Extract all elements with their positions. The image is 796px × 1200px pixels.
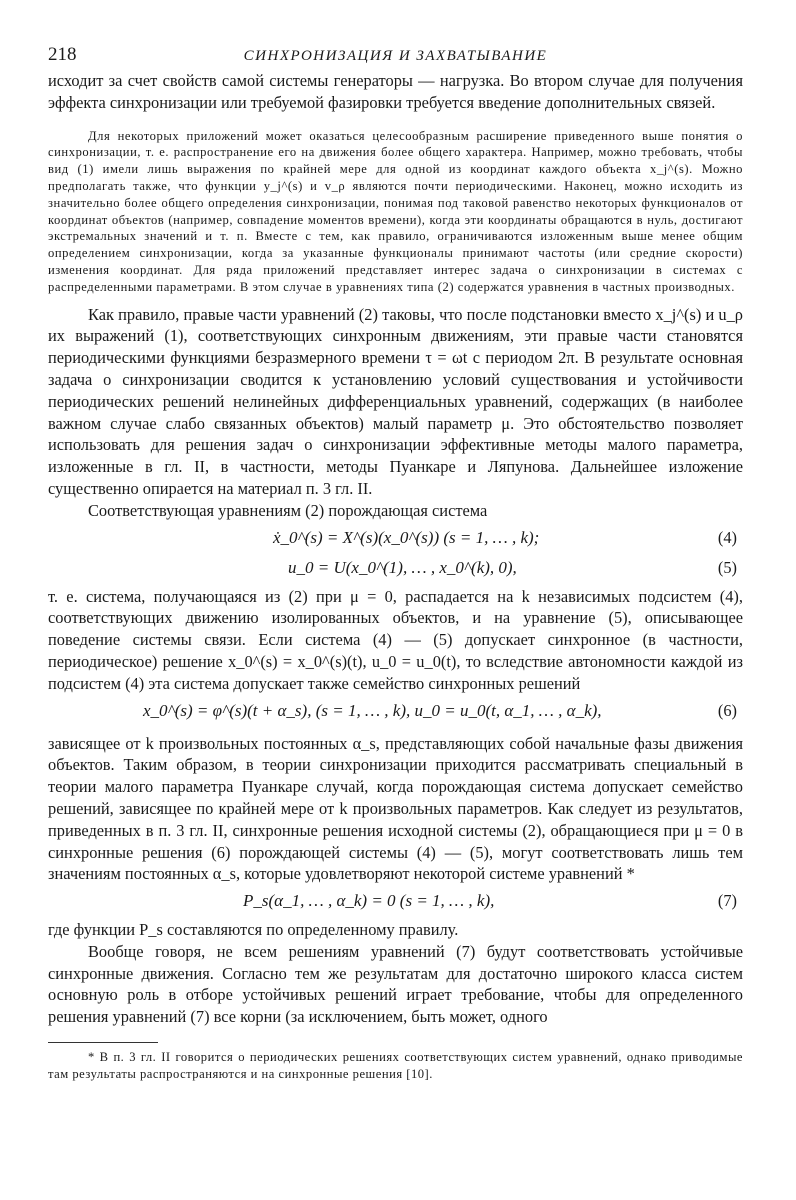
- footnote-rule: [48, 1042, 158, 1043]
- paragraph-decomposition: т. е. система, получающаяся из (2) при μ = 0, распадается на k независимых подсистем (4), соответствующих движению изолированных объектов, и на уравнение (5), описывающее поведение системы связи. Если система (4) — (5) допускает синхронное (в частности, периодическое) решение x_0^(s) = x_0^(s)(t), u_0 = u_0(t), то вследствие автономности каждой из подсистем (4) эта система допускает также семейство синхронных решений: [48, 586, 743, 693]
- book-page: [48, 40, 743, 1083]
- page-number: 218: [48, 44, 77, 65]
- small-print-remark: Для некоторых приложений может оказаться целесообразным расширение приведенного выше понятия о синхронизации, т. е. распространение его на движения более общего характера. Например, можно требовать, чтобы вид (1) имели лишь выражения по крайней мере для одной из координат каждого объекта x_j^(s). Можно предполагать также, что функции y_j^(s) и v_ρ являются почти периодическими. Наконец, можно исходить из значительно более общего определения синхронизации, понимая под таковой равенство некоторых функционалов от координат объектов (например, совпадение моментов времени), когда эти координаты обращаются в нуль, достигают экстремальных значений и т. п. Вместе с тем, как правило, ограничиваются изложенным выше менее общим определением синхронизации, когда за указанные функционалы принимают частоты (или средние скорости) изменения координат. Для ряда приложений представляет интерес задача о синхронизации в системах с распределенными параметрами. В этом случае в уравнениях типа (2) содержатся уравнения в частных производных.: [48, 128, 743, 294]
- equation-5-row: [48, 552, 743, 582]
- paragraph-functions-ps: где функции P_s составляются по определенному правилу.: [48, 920, 459, 940]
- equation-4: ẋ_0^(s) = X^(s)(x_0^(s)) (s = 1, … , k);: [273, 527, 540, 547]
- equation-7: P_s(α_1, … , α_k) = 0 (s = 1, … , k),: [243, 891, 495, 911]
- paragraph-generating-system: Соответствующая уравнениям (2) порождающая система: [88, 500, 488, 520]
- equation-4-row: [48, 522, 743, 552]
- equation-number-6: (6): [717, 700, 737, 720]
- paragraph-periodic-solutions: Как правило, правые части уравнений (2) таковы, что после подстановки вместо x_j^(s) и u_ρ их выражений (1), соответствующих синхронным движениям, эти правые части становятся периодическими функциями безразмерного времени τ = ωt с периодом 2π. В результате основная задача о синхронизации сводится к установлению условий существования и устойчивости периодических решений нелинейных дифференциальных уравнений, содержащих (в наиболее важном случае слабо связанных объектов) малый параметр μ. Это обстоятельство позволяет использовать для решения задач о синхронизации эффективные методы малого параметра, изложенные в гл. II, в частности, методы Пуанкаре и Ляпунова. Дальнейшее изложение существенно опирается на материал п. 3 гл. II.: [48, 304, 743, 498]
- running-title: СИНХРОНИЗАЦИЯ И ЗАХВАТЫВАНИЕ: [243, 48, 548, 64]
- equation-7-row: [48, 885, 743, 919]
- page-header: [48, 40, 743, 70]
- equation-6: x_0^(s) = φ^(s)(t + α_s), (s = 1, … , k), u_0 = u_0(t, α_1, … , α_k),: [143, 700, 602, 720]
- equation-number-5: (5): [717, 557, 737, 577]
- paragraph-continuation: исходит за счет свойств самой системы генераторы — нагрузка. Во втором случае для получения эффекта синхронизации или требуемой фазировки требуется введение дополнительных связей.: [48, 71, 743, 112]
- paragraph-family-of-solutions: зависящее от k произвольных постоянных α_s, представляющих собой начальные фазы движения объектов. Таким образом, в теории синхронизации приходится рассматривать специальный в теории малого параметра Пуанкаре случай, когда порождающая система допускает семейство решений, зависящее по крайней мере от k произвольных параметров. Как следует из результатов, приведенных в п. 3 гл. II, синхронные решения исходной системы (2), обращающиеся при μ = 0 в синхронные решения (6) порождающей системы (4) — (5), могут соответствовать лишь тем значениям постоянных α_s, которые удовлетворяют некоторой системе уравнений *: [48, 733, 743, 884]
- footnote: * В п. 3 гл. II говорится о периодических решениях соответствующих систем уравнений, однако приводимые там результаты распространяются и на синхронные решения [10].: [48, 1050, 743, 1082]
- equation-6-row: [48, 695, 743, 729]
- paragraph-stability: Вообще говоря, не всем решениям уравнений (7) будут соответствовать устойчивые синхронные движения. Согласно тем же результатам для достаточно широкого класса систем основную роль в отборе устойчивых решений играет требование, чтобы для определенного решения уравнений (7) все корни (за исключением, быть может, одного: [48, 941, 743, 1027]
- equation-number-4: (4): [717, 527, 737, 547]
- equation-number-7: (7): [717, 891, 737, 911]
- equation-5: u_0 = U(x_0^(1), … , x_0^(k), 0),: [288, 557, 517, 577]
